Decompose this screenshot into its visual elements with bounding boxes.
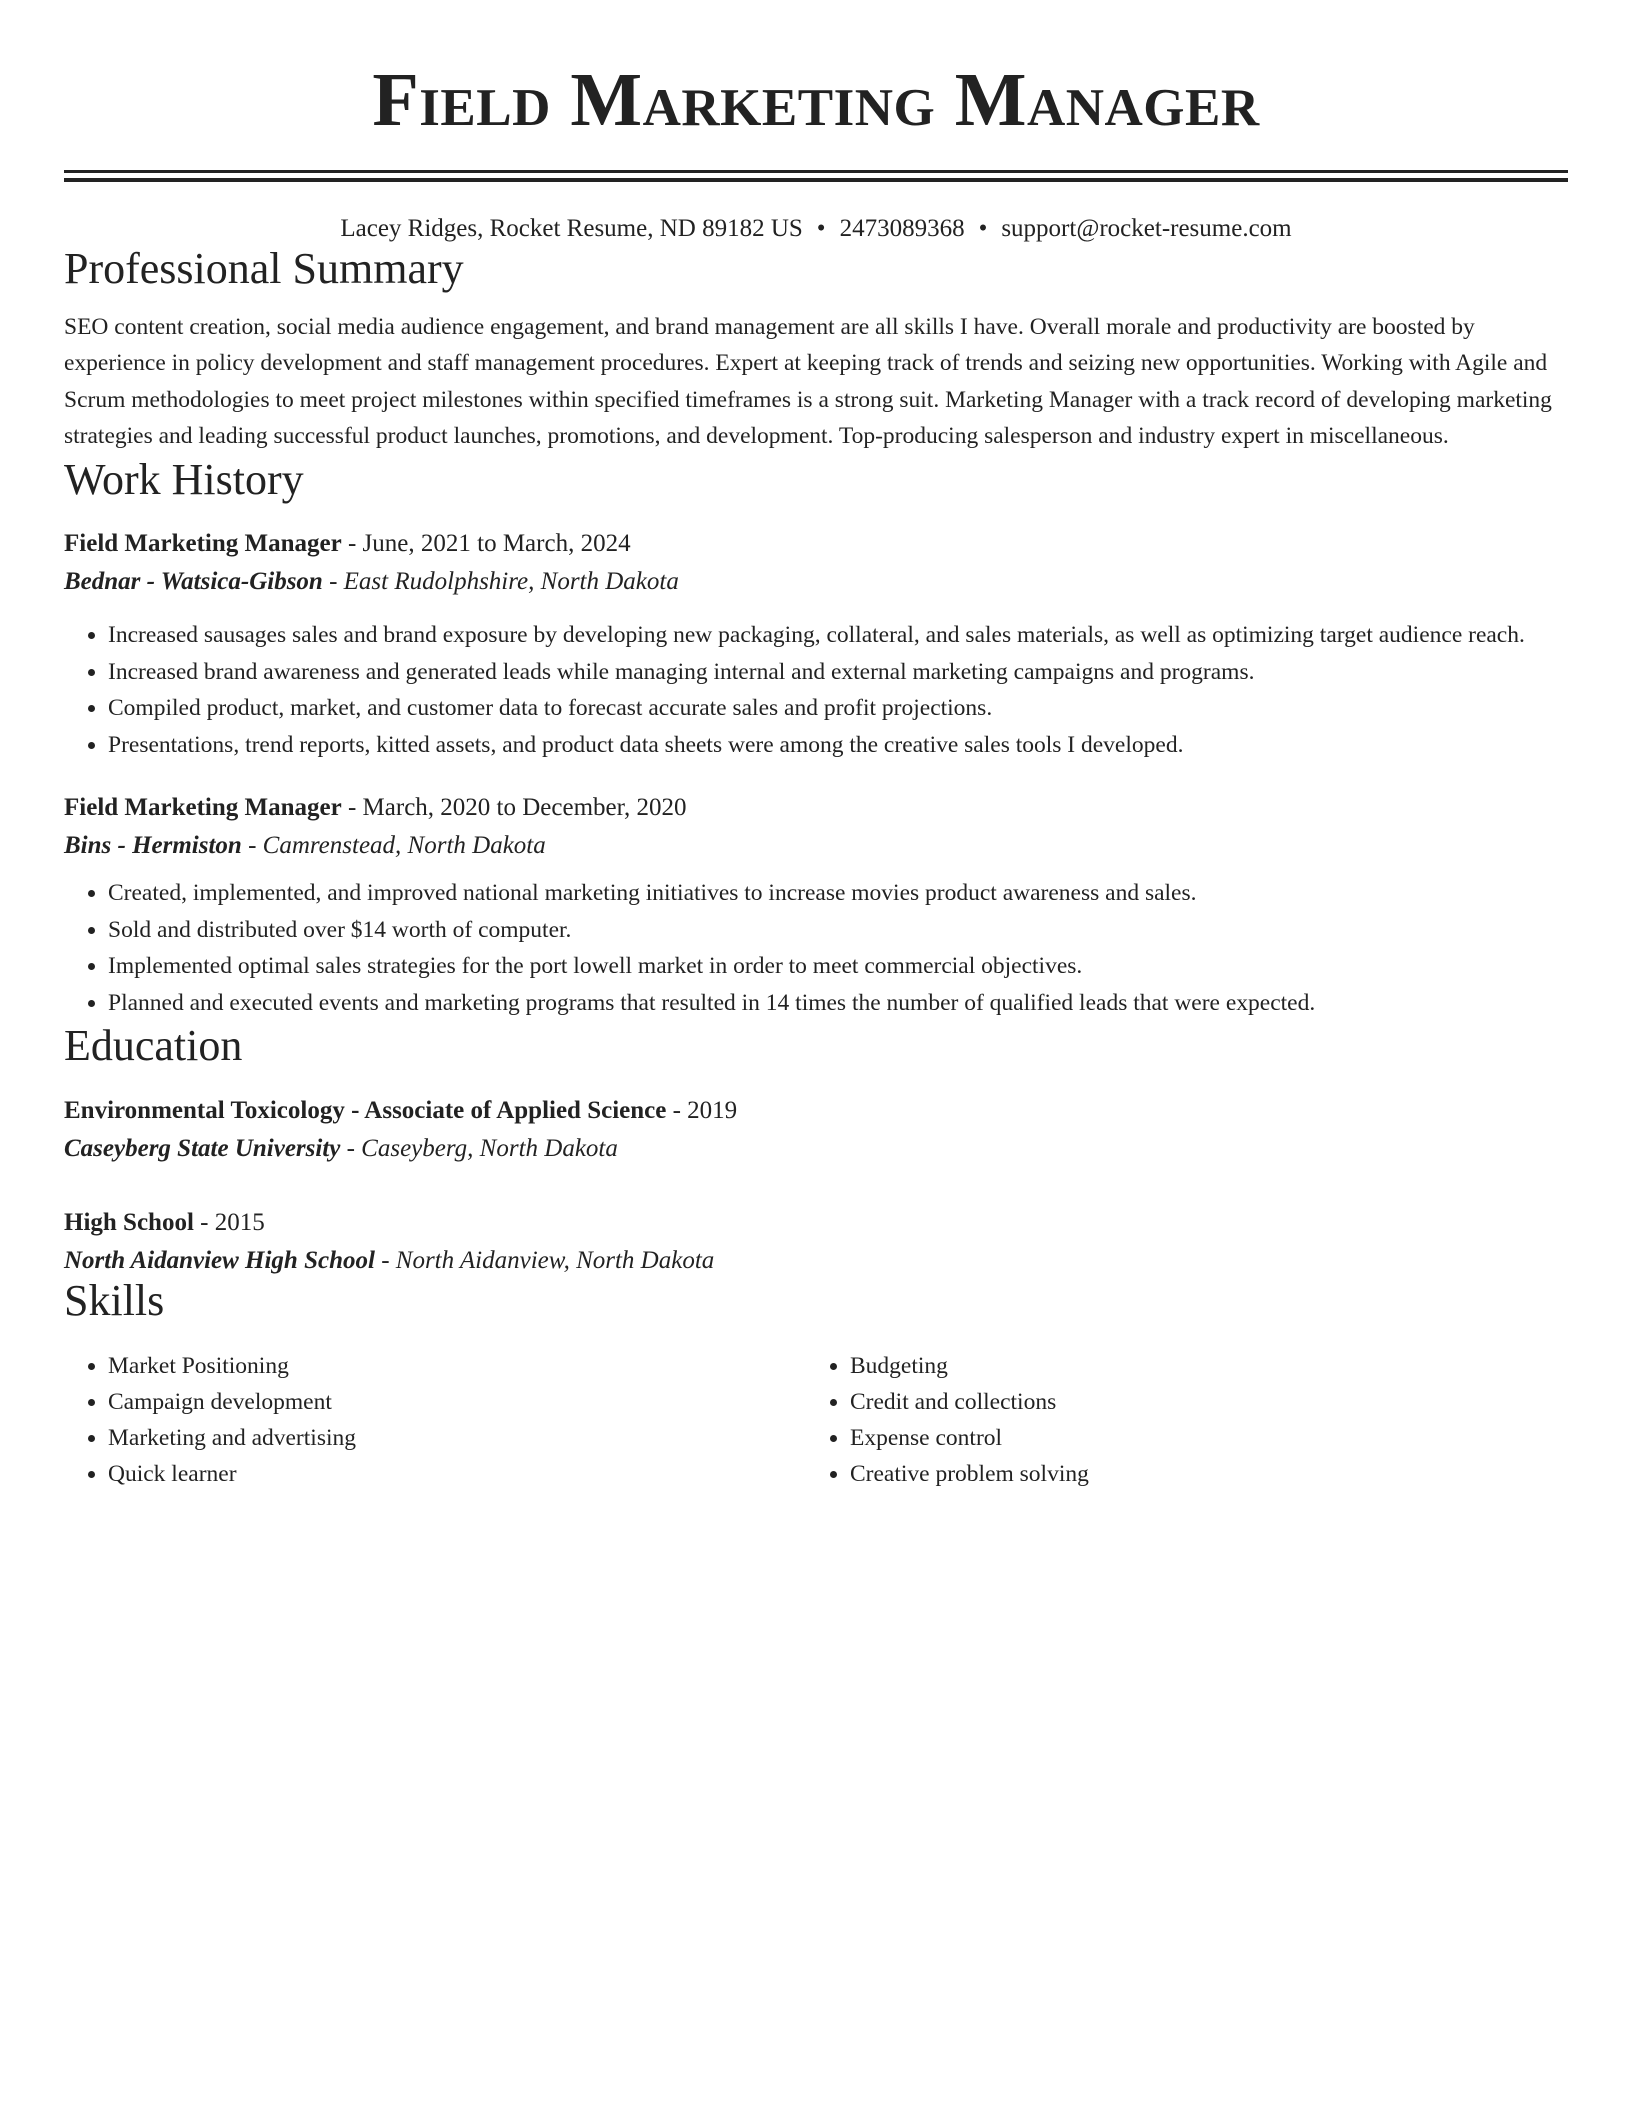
job-bullet: • Increased brand awareness and generated leads while managing internal and external marketing campaigns and programs. (108, 654, 1568, 691)
education-entry (64, 1096, 1568, 1164)
employer-location: - Camrenstead, North Dakota (241, 832, 546, 860)
job-title-line (64, 793, 1568, 823)
job-bullet-list (64, 617, 1568, 763)
job-bullet: • Created, implemented, and improved national marketing initiatives to increase movies product awareness and sales. (108, 875, 1568, 912)
contact-email: support@rocket-resume.com (1001, 215, 1292, 242)
header-divider-bottom (64, 178, 1568, 182)
skill-item: • Creative problem solving (850, 1456, 1548, 1492)
skill-item: • Marketing and advertising (108, 1420, 806, 1456)
employer-location: - East Rudolphshire, North Dakota (322, 568, 679, 596)
job-bullet: • Planned and executed events and marketing programs that resulted in 14 times the number of qualified leads that were expected. (108, 985, 1568, 1022)
job-bullet-list (64, 875, 1568, 1021)
contact-separator: • (816, 215, 826, 242)
section-heading-skills: Skills (64, 1275, 165, 1325)
skills-grid (64, 1348, 1568, 1492)
contact-line (64, 214, 1568, 244)
skill-item: • Market Positioning (108, 1348, 806, 1384)
employer-name: Bednar - Watsica-Gibson (64, 568, 323, 596)
employer-name: Bins - Hermiston (64, 832, 242, 860)
skill-item: • Quick learner (108, 1456, 806, 1492)
degree-name: High School (64, 1208, 194, 1236)
section-heading-work-history: Work History (64, 454, 304, 504)
summary-text: SEO content creation, social media audience engagement, and brand management are all skills I have. Overall morale and productivity are boosted by experience in policy development and staff management procedures. Expert at keeping track of trends and seizing new opportunities. Working with Agile and Scrum methodologies to meet project milestones within specified timeframes is a strong suit. Marketing Manager with a track record of developing marketing strategies and leading successful product launches, promotions, and development. Top-producing salesperson and industry expert in miscellaneous. (64, 313, 1552, 450)
job-dates: - March, 2020 to December, 2020 (341, 794, 687, 822)
skill-item: • Credit and collections (850, 1384, 1548, 1420)
school-name: Caseyberg State University (64, 1134, 341, 1162)
degree-line (64, 1096, 1568, 1126)
school-location: - North Aidanview, North Dakota (374, 1246, 715, 1274)
section-heading-summary: Professional Summary (64, 244, 464, 293)
job-dates: - June, 2021 to March, 2024 (341, 530, 631, 558)
school-location: - Caseyberg, North Dakota (340, 1134, 618, 1162)
header-divider-top (64, 170, 1568, 173)
job-bullet: • Increased sausages sales and brand exposure by developing new packaging, collateral, and sales materials, as well as optimizing target audience reach. (108, 617, 1568, 654)
job-bullet: • Implemented optimal sales strategies for the port lowell market in order to meet commercial objectives. (108, 948, 1568, 985)
contact-phone: 2473089368 (839, 215, 965, 242)
resume-name-title: Field Marketing Manager (372, 58, 1260, 142)
school-line (64, 1134, 1568, 1164)
employer-line (64, 567, 1568, 597)
job-bullet: • Sold and distributed over $14 worth of computer. (108, 912, 1568, 949)
skill-item: • Campaign development (108, 1384, 806, 1420)
job-bullet: • Presentations, trend reports, kitted assets, and product data sheets were among the creative sales tools I developed. (108, 727, 1568, 764)
degree-year: - 2015 (193, 1208, 265, 1236)
skill-item: • Expense control (850, 1420, 1548, 1456)
job-title: Field Marketing Manager (64, 794, 342, 822)
skills-list-left (64, 1348, 806, 1492)
job-bullet: • Compiled product, market, and customer data to forecast accurate sales and profit projections. (108, 690, 1568, 727)
school-name: North Aidanview High School (64, 1246, 375, 1274)
employer-line (64, 831, 1568, 861)
job-title: Field Marketing Manager (64, 530, 342, 558)
education-entry (64, 1208, 1568, 1276)
job-entry (64, 793, 1568, 1021)
job-entry (64, 529, 1568, 763)
section-heading-education: Education (64, 1021, 243, 1071)
degree-year: - 2019 (666, 1096, 738, 1124)
degree-line (64, 1208, 1568, 1238)
degree-name: Environmental Toxicology - Associate of Applied Science (64, 1096, 667, 1124)
job-title-line (64, 529, 1568, 559)
school-line (64, 1246, 1568, 1276)
skills-list-right (806, 1348, 1548, 1492)
skill-item: • Budgeting (850, 1348, 1548, 1384)
contact-address: Lacey Ridges, Rocket Resume, ND 89182 US (340, 215, 803, 242)
contact-separator: • (978, 215, 988, 242)
